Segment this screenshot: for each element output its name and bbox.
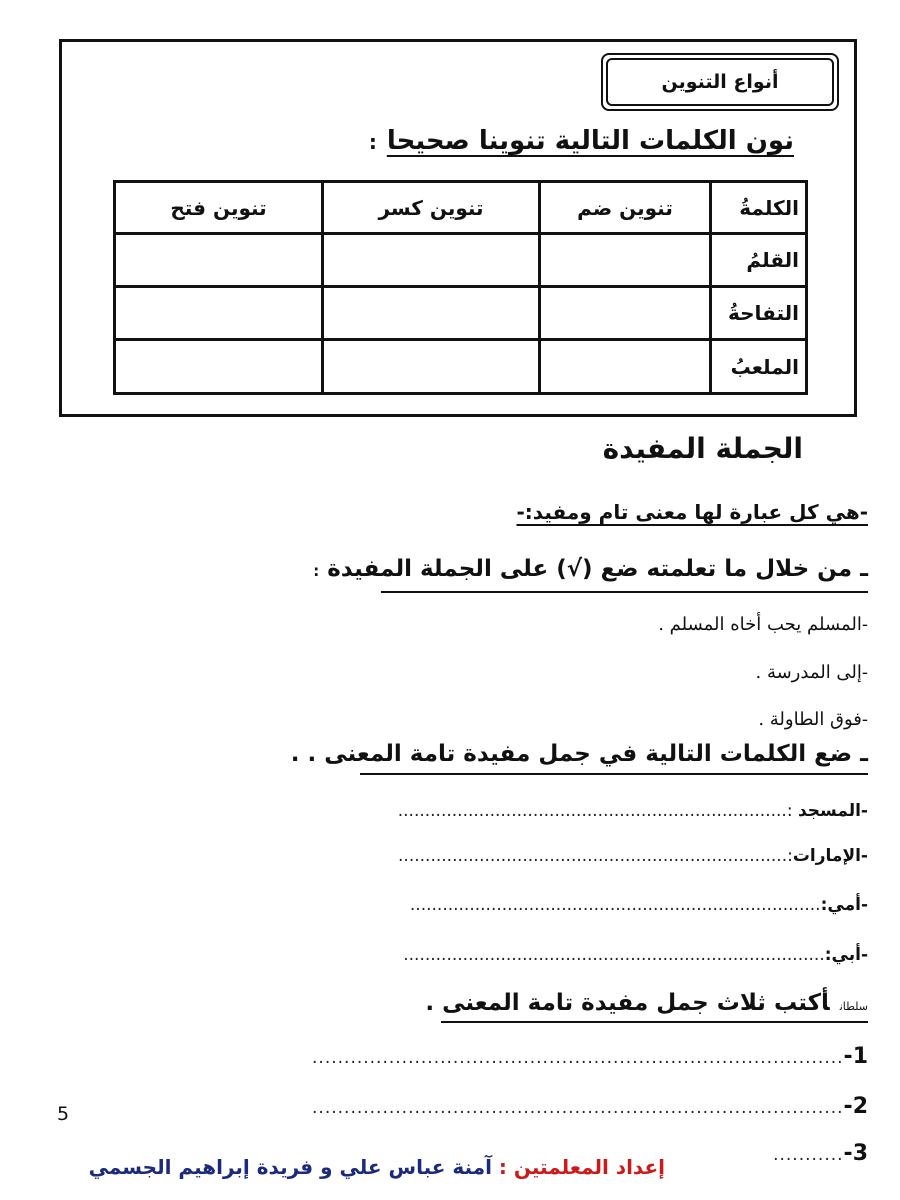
sentence-line-3[interactable]: [773, 1141, 868, 1166]
word-line-father[interactable]: [403, 945, 868, 965]
answer-cell[interactable]: [540, 234, 711, 287]
section-title-box: [601, 53, 839, 111]
question1-colon: :: [313, 562, 320, 580]
answer-cell[interactable]: [540, 340, 711, 394]
table-word-cell: القلمُ: [711, 234, 807, 287]
word-label: -الإمارات: [792, 846, 868, 866]
line-number: 1-: [843, 1044, 868, 1069]
pencil-icon: سلطان: [839, 1000, 868, 1013]
question1-underline: [381, 591, 868, 593]
page-number: 5: [57, 1103, 70, 1125]
answer-cell[interactable]: [115, 340, 323, 394]
answer-dots: ...........: [773, 1145, 844, 1165]
answer-cell[interactable]: [323, 340, 540, 394]
option-3[interactable]: -فوق الطاولة .: [758, 709, 868, 730]
line-number: 3-: [843, 1141, 868, 1166]
useful-sentence-heading: الجملة المفيدة: [602, 432, 803, 465]
instruction-colon: :: [368, 130, 377, 154]
question3: [425, 990, 868, 1016]
question1-text: ـ من خلال ما تعلمته ضع (√) على الجملة المفيدة: [327, 556, 868, 582]
question3-text: أكتب ثلاث جمل مفيدة تامة المعنى .: [425, 990, 830, 1016]
word-label: -أبي:: [824, 945, 868, 965]
answer-cell[interactable]: [323, 287, 540, 340]
word-line-emirates[interactable]: [398, 846, 868, 866]
table-header-damma: تنوين ضم: [540, 182, 711, 234]
question3-underline: [441, 1021, 868, 1023]
word-sep: :: [786, 801, 798, 821]
line-number: 2-: [843, 1094, 868, 1119]
table-word-cell: التفاحةُ: [711, 287, 807, 340]
answer-cell[interactable]: [115, 234, 323, 287]
section-title: أنواع التنوين: [606, 58, 834, 106]
word-line-mother[interactable]: [410, 895, 868, 915]
table-header-word: الكلمةُ: [711, 182, 807, 234]
option-1[interactable]: -المسلم يحب أخاه المسلم .: [658, 614, 868, 635]
table-header-kasra: تنوين كسر: [323, 182, 540, 234]
answer-dots: ..............................................................................: [403, 945, 825, 965]
tanween-instruction: [369, 126, 794, 156]
definition-text: -هي كل عبارة لها معنى تام ومفيد:-: [516, 500, 868, 524]
sentence-line-2[interactable]: [312, 1094, 868, 1119]
tanween-table: [113, 180, 808, 395]
instruction-text: نون الكلمات التالية تنوينا صحيحا: [386, 126, 794, 156]
table-word-cell: الملعبُ: [711, 340, 807, 394]
word-line-mosque[interactable]: [398, 801, 868, 821]
sentence-line-1[interactable]: [312, 1044, 868, 1069]
table-header-fatha: تنوين فتح: [115, 182, 323, 234]
answer-cell[interactable]: [115, 287, 323, 340]
question1: [313, 556, 868, 582]
answer-dots: ...................................................................................: [312, 1048, 844, 1068]
footer-names: آمنة عباس علي و فريدة إبراهيم الجسمي: [88, 1155, 492, 1179]
footer-credits: [89, 1155, 665, 1179]
question2-underline: [360, 773, 868, 775]
answer-dots: ...................................................................................: [312, 1098, 844, 1118]
word-label: -المسجد: [797, 801, 868, 821]
option-2[interactable]: -إلى المدرسة .: [755, 662, 868, 683]
question2-text: ـ ضع الكلمات التالية في جمل مفيدة تامة المعنى . .: [290, 741, 868, 767]
word-sep: :: [787, 846, 793, 866]
answer-dots: ............................................................................: [409, 895, 821, 915]
word-label: -أمي:: [820, 895, 868, 915]
answer-cell[interactable]: [323, 234, 540, 287]
footer-label: إعداد المعلمتين :: [498, 1155, 665, 1179]
answer-dots: ........................................................................: [397, 801, 787, 821]
answer-cell[interactable]: [540, 287, 711, 340]
answer-dots: ........................................................................: [398, 846, 788, 866]
